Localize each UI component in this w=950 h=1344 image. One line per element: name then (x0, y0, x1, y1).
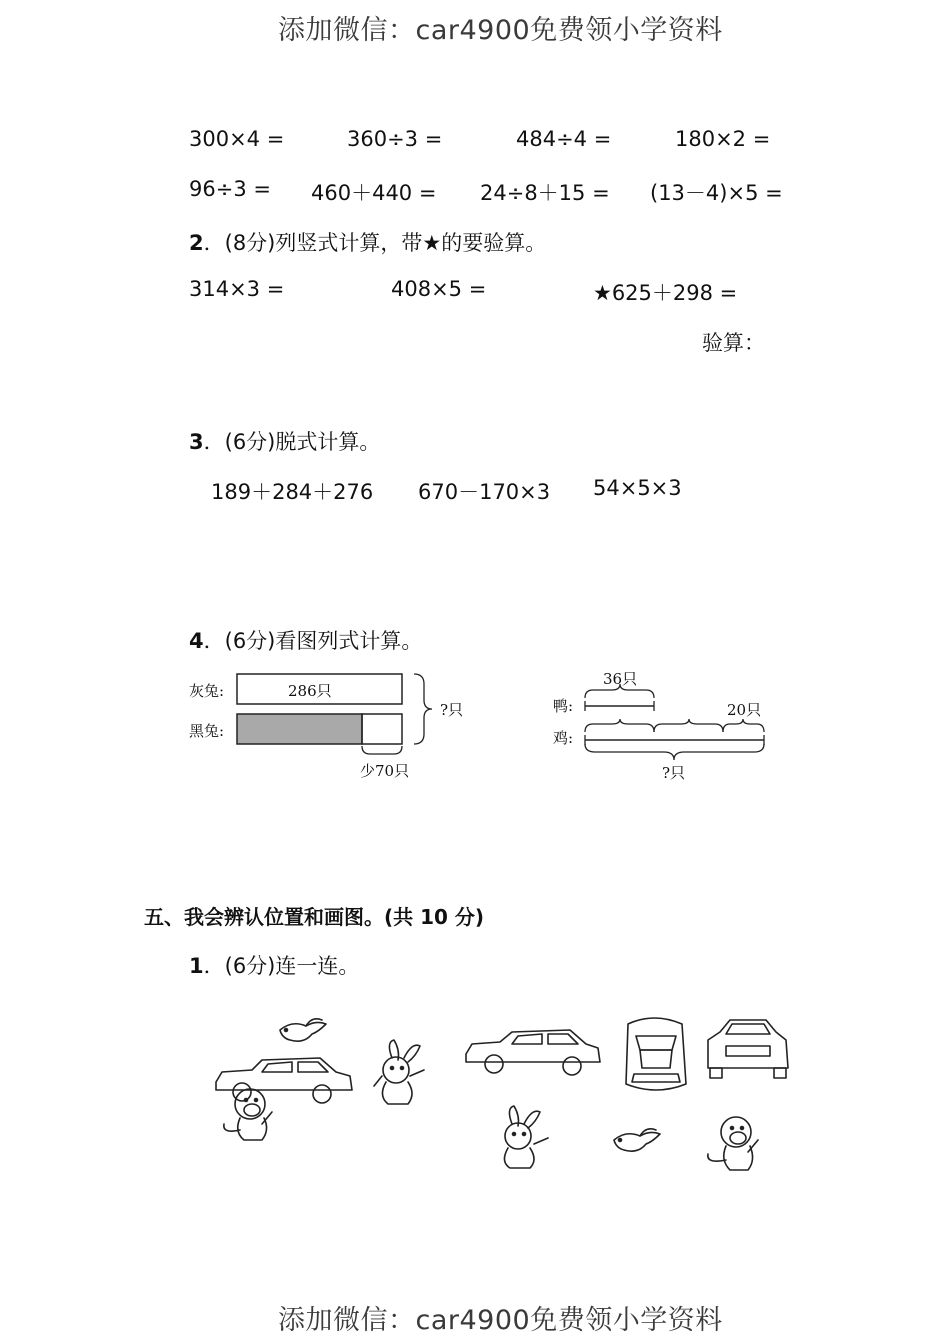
q3-item-1: 189＋284＋276 (211, 480, 374, 504)
car-top-icon (626, 1018, 686, 1090)
q1-eq-2: 360÷3 = (347, 127, 443, 151)
rabbit-right-icon (504, 1106, 548, 1168)
s5-q1-number: 1 (189, 954, 204, 978)
q3-title: ．(6分)脱式计算。 (203, 430, 381, 454)
gray-rabbit-value: 286只 (288, 682, 332, 700)
q1-eq-8: (13－4)×5 = (650, 181, 783, 205)
q1-eq-3: 484÷4 = (516, 127, 612, 151)
monkey-right-icon (708, 1117, 758, 1170)
q3-item-3: 54×5×3 (593, 476, 682, 500)
q1-eq-7: 24÷8＋15 = (480, 181, 610, 205)
q2-item-2: 408×5 = (391, 277, 487, 301)
rabbit-icon (374, 1040, 424, 1104)
s5-q1-title: ．(6分)连一连。 (203, 954, 360, 978)
q3-number: 3 (189, 430, 204, 454)
q2-number: 2 (189, 231, 204, 255)
bird-right-icon (614, 1129, 660, 1151)
bird-icon (280, 1019, 326, 1041)
black-rabbit-label: 黑兔: (189, 722, 225, 740)
q2-item-1: 314×3 = (189, 277, 285, 301)
gray-rabbit-label: 灰兔: (189, 682, 225, 700)
watermark-top: 添加微信：car4900免费领小学资料 (278, 15, 723, 46)
chicken-extra: 20只 (727, 701, 762, 719)
chicken-question: ?只 (662, 764, 686, 782)
monkey-icon (224, 1089, 272, 1140)
duck-label: 鸭: (553, 697, 574, 715)
rabbit-question: ?只 (440, 701, 464, 719)
car-side-right-icon (466, 1030, 600, 1075)
q2-check-label: 验算： (702, 331, 765, 355)
chicken-label: 鸡: (553, 729, 574, 747)
q2-item-3: ★625＋298 = (593, 281, 738, 305)
q1-eq-4: 180×2 = (675, 127, 771, 151)
q2-title: ．(8分)列竖式计算，带★的要验算。 (203, 231, 547, 255)
q1-eq-5: 96÷3 = (189, 177, 271, 201)
car-front-icon (708, 1020, 788, 1078)
q1-eq-1: 300×4 = (189, 127, 285, 151)
q3-item-2: 670－170×3 (418, 480, 551, 504)
q1-eq-6: 460＋440 = (311, 181, 437, 205)
section-5-title: 五、我会辨认位置和画图。(共 10 分) (144, 905, 485, 929)
q4-number: 4 (189, 629, 204, 653)
black-rabbit-less: 少70只 (360, 762, 410, 780)
watermark-bottom: 添加微信：car4900免费领小学资料 (278, 1305, 723, 1336)
duck-value: 36只 (603, 670, 638, 688)
q4-title: ．(6分)看图列式计算。 (203, 629, 423, 653)
